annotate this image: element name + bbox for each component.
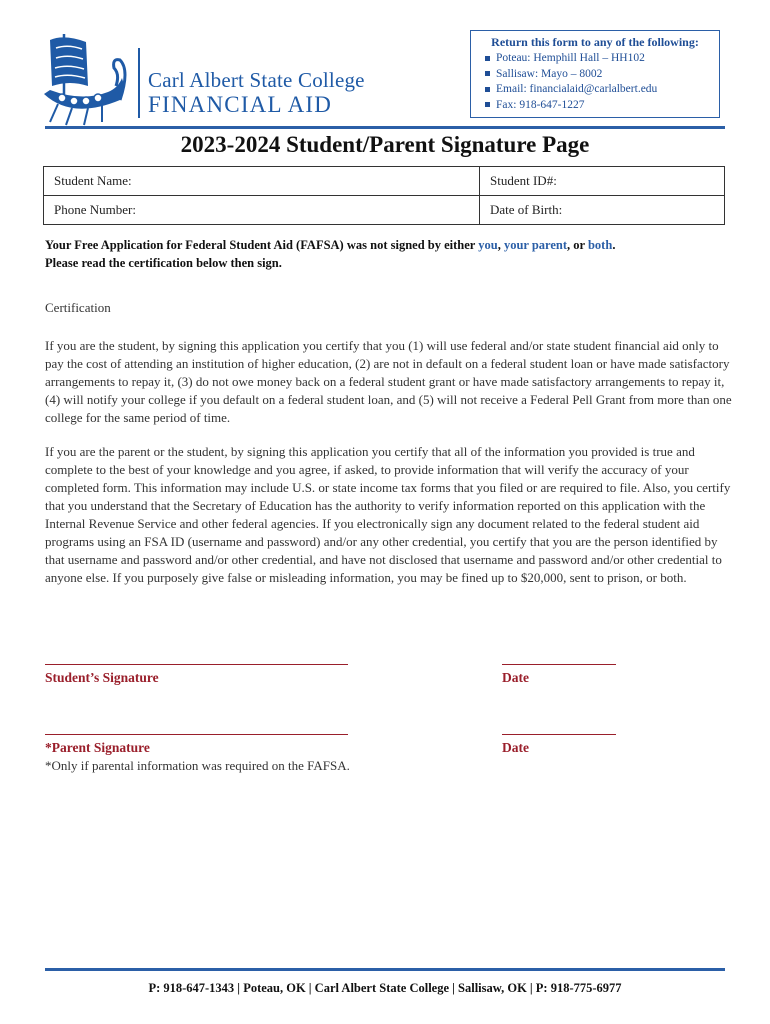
notice-your-parent: your parent: [503, 238, 568, 252]
list-item: Sallisaw: Mayo – 8002: [485, 67, 711, 83]
footer-divider: [45, 968, 725, 971]
table-row: [44, 196, 725, 225]
phone-number-field[interactable]: Phone Number:: [44, 196, 480, 225]
parent-date-line[interactable]: [502, 734, 616, 735]
return-form-box: [470, 30, 720, 118]
date-of-birth-field[interactable]: Date of Birth:: [480, 196, 725, 225]
table-row: [44, 167, 725, 196]
logo-divider: [138, 48, 140, 118]
square-bullet-icon: [485, 56, 490, 61]
student-signature-line[interactable]: [45, 664, 348, 665]
certification-paragraph-student: If you are the student, by signing this application you certify that you (1) will use federal and/or state student financial aid only to pay the cost of attending an institution of higher education, (2) are not in default on a federal student loan or have made satisfactory arrangements to repay it, (3) do not owe money back on a federal student grant or have made satisfactory arrangements to repay it, (4) will notify your college if you default on a federal student loan, and (5) will not receive a Federal Pell Grant from more than one college for the same period of time.: [45, 338, 732, 425]
list-item: Poteau: Hemphill Hall – HH102: [485, 51, 711, 67]
department-name: FINANCIAL AID: [148, 92, 333, 117]
student-id-field[interactable]: Student ID#:: [480, 167, 725, 196]
footer-contact: P: 918-647-1343 | Poteau, OK | Carl Albert State College | Sallisaw, OK | P: 918-775-6977: [148, 981, 622, 995]
notice-instruction: Please read the certification below then sign.: [45, 256, 282, 270]
parent-signature-note: *Only if parental information was required on the FAFSA.: [45, 758, 350, 773]
student-date-label: Date: [502, 670, 529, 685]
student-signature-label: Student’s Signature: [45, 670, 159, 685]
notice-you: you: [478, 238, 498, 252]
unsigned-notice: Your Free Application for Federal Student Aid (FAFSA) was not signed by either you, your parent, or both. Please read the certification below then sign.: [45, 238, 616, 270]
parent-signature-label: *Parent Signature: [45, 740, 150, 755]
list-item: Email: financialaid@carlalbert.edu: [485, 82, 711, 98]
return-locations-list: [479, 51, 711, 113]
square-bullet-icon: [485, 71, 490, 76]
return-box-title: Return this form to any of the following:: [491, 35, 699, 49]
title-divider: [45, 126, 725, 129]
college-name: Carl Albert State College: [148, 68, 365, 92]
certification-heading: Certification: [45, 300, 111, 315]
certification-paragraph-parent: If you are the parent or the student, by signing this application you certify that all of the information you provided is true and complete to the best of your knowledge and you agree, if asked, to provide information that will verify the accuracy of your completed form. This information may include U.S. or state income tax forms that you filed or are required to file. Also, you certify that you understand that the Secretary of Education has the authority to verify information reported on this application with the Internal Revenue Service and other federal agencies. If you electronically sign any document related to the federal student aid programs using an FSA ID (username and password) and/or any other credential, you certify that you are the person identified by that username and password and/or other credential, and have not disclosed that username and password and/or other credential to anyone else. If you purposely give false or misleading information, you may be fined up to $20,000, sent to prison, or both.: [45, 444, 731, 585]
student-info-table: [43, 166, 725, 225]
student-name-field[interactable]: Student Name:: [44, 167, 480, 196]
parent-signature-line[interactable]: [45, 734, 348, 735]
parent-date-label: Date: [502, 740, 529, 755]
page-title: 2023-2024 Student/Parent Signature Page: [180, 132, 590, 157]
student-date-line[interactable]: [502, 664, 616, 665]
list-item: Fax: 918-647-1227: [485, 98, 711, 114]
square-bullet-icon: [485, 87, 490, 92]
square-bullet-icon: [485, 102, 490, 107]
viking-ship-logo: [42, 30, 132, 126]
notice-both: both: [587, 238, 613, 252]
